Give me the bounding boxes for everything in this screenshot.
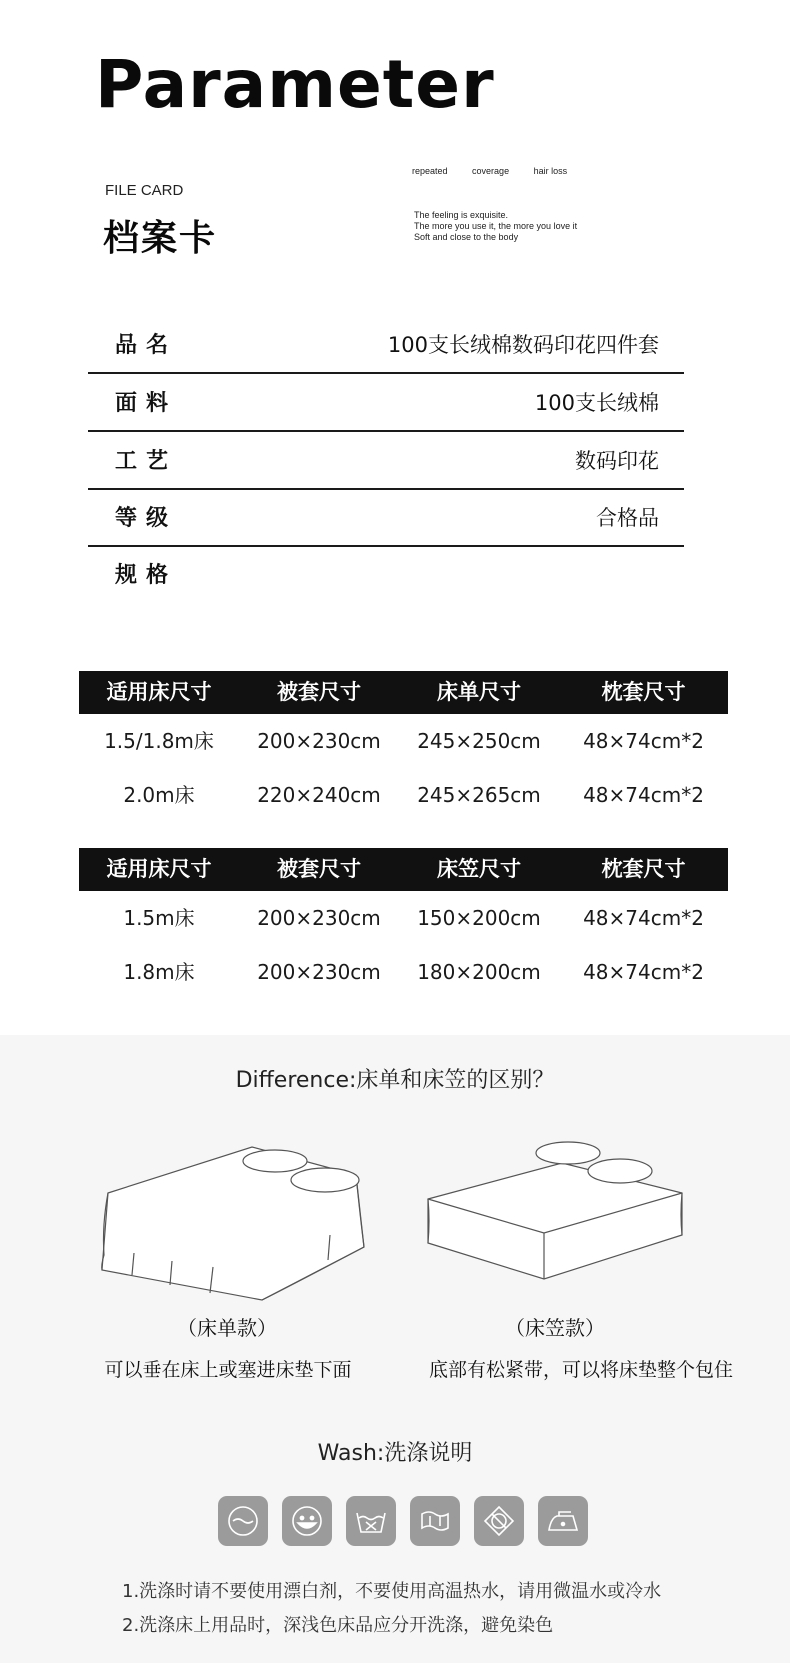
tag-hair-loss: hair loss — [533, 166, 568, 176]
table-row — [79, 945, 728, 999]
wash-note: 1.洗涤时请不要使用漂白剂，不要使用高温热水，请用微温水或冷水 — [122, 1581, 662, 1602]
difference-title: Difference:床单和床笠的区别？ — [235, 1068, 555, 1093]
spec-label: 面料 — [115, 391, 178, 416]
table-cell: 245×250cm — [417, 729, 541, 753]
do-not-wash-hot-icon — [282, 1496, 332, 1546]
do-not-wring-icon — [410, 1496, 460, 1546]
size-table-flat-sheet — [79, 671, 728, 822]
do-not-tumble-dry-icon — [474, 1496, 524, 1546]
wash-note: 2.洗涤床上用品时，深浅色床品应分开洗涤，避免染色 — [122, 1615, 554, 1636]
hand-wash-icon — [218, 1496, 268, 1546]
table-cell: 1.5/1.8m床 — [104, 729, 214, 753]
table-cell: 1.8m床 — [123, 960, 195, 984]
flat-sheet-description: 可以垂在床上或塞进床垫下面 — [104, 1359, 352, 1381]
column-header: 适用床尺寸 — [106, 680, 212, 704]
wash-icon-row — [218, 1496, 602, 1546]
table-cell: 200×230cm — [257, 960, 381, 984]
tag-list — [412, 166, 589, 176]
table-cell: 48×74cm*2 — [583, 729, 704, 753]
tag-repeated: repeated — [412, 166, 448, 176]
wash-30-icon — [346, 1496, 396, 1546]
spec-value: 100支长绒棉数码印花四件套 — [387, 333, 659, 357]
file-card-label: FILE CARD — [105, 182, 184, 199]
tag-coverage: coverage — [472, 166, 510, 176]
wash-title: Wash:洗涤说明 — [317, 1441, 473, 1466]
fitted-sheet-name: （床笠款） — [505, 1316, 605, 1340]
column-header: 床笠尺寸 — [437, 857, 521, 881]
page-title: Parameter — [95, 46, 495, 123]
spec-value: 100支长绒棉 — [534, 391, 659, 415]
table-cell: 150×200cm — [417, 906, 541, 930]
table-cell: 200×230cm — [257, 906, 381, 930]
spec-value: 合格品 — [596, 506, 659, 530]
flat-sheet-name: （床单款） — [177, 1316, 277, 1340]
table-cell: 2.0m床 — [123, 783, 195, 807]
table-cell: 48×74cm*2 — [583, 783, 704, 807]
feeling-line: The feeling is exquisite. — [414, 210, 509, 220]
size-table-fitted-sheet — [79, 848, 728, 999]
feeling-text — [414, 210, 577, 243]
column-header: 被套尺寸 — [277, 857, 361, 881]
feeling-line: The more you use it, the more you love it — [414, 221, 578, 231]
table-cell: 48×74cm*2 — [583, 960, 704, 984]
table-row — [79, 891, 728, 945]
table-cell: 1.5m床 — [123, 906, 195, 930]
info-section — [0, 1035, 790, 1663]
fitted-sheet-description: 底部有松紧带，可以将床垫整个包住 — [428, 1359, 733, 1381]
file-card-heading: 档案卡 — [103, 218, 218, 259]
column-header: 被套尺寸 — [277, 680, 361, 704]
column-header: 枕套尺寸 — [601, 680, 686, 704]
spec-row-name — [88, 316, 684, 374]
table-row — [79, 714, 728, 768]
spec-label: 规格 — [115, 563, 178, 588]
table-header — [79, 671, 728, 714]
spec-row-size — [88, 546, 684, 604]
iron-low-icon — [538, 1496, 588, 1546]
table-cell: 180×200cm — [417, 960, 541, 984]
spec-row-fabric — [88, 374, 684, 432]
table-cell: 220×240cm — [257, 783, 381, 807]
table-cell: 200×230cm — [257, 729, 381, 753]
table-cell: 245×265cm — [417, 783, 541, 807]
flat-sheet-bed-illustration — [92, 1135, 382, 1310]
spec-row-grade — [88, 489, 684, 547]
fitted-sheet-bed-illustration — [424, 1135, 688, 1285]
column-header: 床单尺寸 — [437, 680, 521, 704]
feeling-line: Soft and close to the body — [414, 232, 519, 242]
spec-value: 数码印花 — [575, 449, 659, 473]
spec-label: 等级 — [115, 506, 178, 531]
table-header — [79, 848, 728, 891]
spec-label: 品名 — [115, 333, 178, 358]
table-row — [79, 768, 728, 822]
spec-label: 工艺 — [115, 449, 178, 474]
column-header: 枕套尺寸 — [601, 857, 686, 881]
table-cell: 48×74cm*2 — [583, 906, 704, 930]
spec-row-craft — [88, 432, 684, 490]
column-header: 适用床尺寸 — [106, 857, 212, 881]
